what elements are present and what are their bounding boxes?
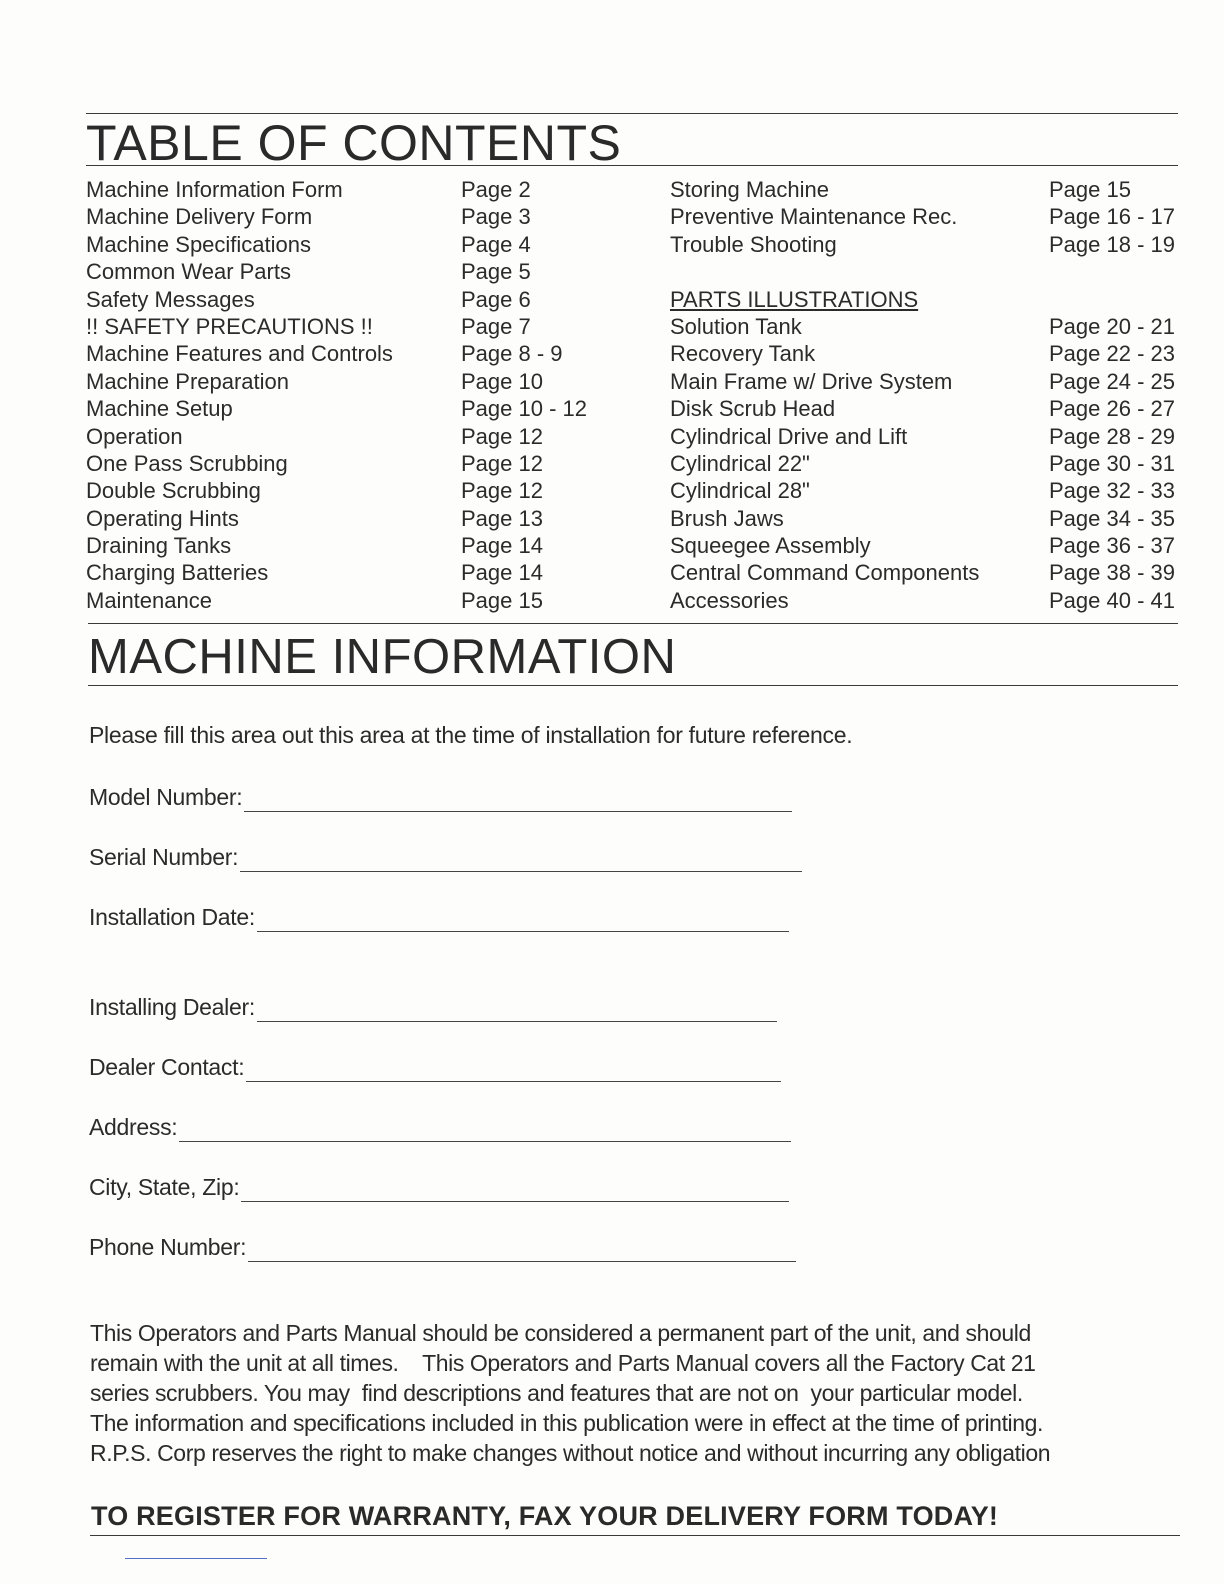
- city-state-zip-label: City, State, Zip:: [89, 1174, 240, 1200]
- toc-entry-page: Page 10: [461, 368, 543, 394]
- installation-date-field[interactable]: [89, 898, 789, 932]
- manual-disclaimer: [90, 1318, 1170, 1468]
- toc-entry-page: Page 15: [461, 587, 543, 613]
- toc-entry-page: Page 14: [461, 560, 543, 586]
- warranty-notice: TO REGISTER FOR WARRANTY, FAX YOUR DELIVERY FORM TODAY!: [91, 1501, 999, 1531]
- toc-entry[interactable]: [86, 395, 587, 422]
- dealer-contact-label: Dealer Contact:: [89, 1054, 245, 1080]
- toc-entry[interactable]: [670, 532, 1175, 559]
- disclaimer-line: remain with the unit at all times. This Operators and Parts Manual covers all the Factory Cat 21: [90, 1350, 1036, 1376]
- toc-entry-label: Cylindrical 22": [670, 450, 810, 476]
- toc-entry[interactable]: [86, 450, 587, 477]
- toc-entry-page: Page 18 - 19: [1049, 231, 1175, 257]
- toc-entry-page: Page 40 - 41: [1049, 587, 1175, 613]
- toc-entry[interactable]: [86, 423, 587, 450]
- city-state-zip-field[interactable]: [89, 1168, 789, 1202]
- machine-info-intro: Please fill this area out this area at the time of installation for future reference.: [89, 722, 853, 748]
- toc-entry-page: Page 5: [461, 259, 531, 285]
- toc-entry-label: Squeegee Assembly: [670, 533, 871, 559]
- toc-entry[interactable]: [86, 587, 587, 614]
- toc-entry-label: Double Scrubbing: [86, 478, 261, 504]
- serial-number-field[interactable]: [89, 838, 802, 872]
- toc-entry-page: Page 4: [461, 231, 531, 257]
- toc-entry[interactable]: [86, 505, 587, 532]
- toc-entry-label: Accessories: [670, 587, 789, 613]
- address-input-line[interactable]: [179, 1119, 791, 1142]
- toc-entry-page: Page 36 - 37: [1049, 533, 1175, 559]
- toc-entry-label: Machine Specifications: [86, 231, 312, 257]
- machine-information-title: MACHINE INFORMATION: [88, 630, 677, 684]
- toc-entry-page: Page 3: [461, 204, 531, 230]
- toc-entry[interactable]: [86, 258, 587, 285]
- toc-entry[interactable]: [670, 450, 1175, 477]
- toc-entry-label: Cylindrical Drive and Lift: [670, 423, 908, 449]
- toc-entry-page: Page 12: [461, 450, 543, 476]
- toc-entry-label: One Pass Scrubbing: [86, 450, 288, 476]
- toc-entry[interactable]: [86, 231, 587, 258]
- toc-entry-label: !! SAFETY PRECAUTIONS !!: [86, 313, 373, 339]
- phone-number-label: Phone Number:: [89, 1234, 247, 1260]
- toc-entry-page: Page 32 - 33: [1049, 478, 1175, 504]
- toc-entry-label: Machine Features and Controls: [86, 341, 393, 367]
- toc-entry[interactable]: [670, 340, 1175, 367]
- toc-entry[interactable]: [670, 587, 1175, 614]
- toc-entry-label: Safety Messages: [86, 286, 255, 312]
- toc-entry-page: Page 10 - 12: [461, 396, 587, 422]
- toc-entry-label: Charging Batteries: [86, 560, 269, 586]
- toc-entry-label: Storing Machine: [670, 177, 829, 202]
- toc-entry-page: Page 12: [461, 423, 543, 449]
- phone-number-field[interactable]: [89, 1228, 796, 1262]
- toc-entry-label: Disk Scrub Head: [670, 396, 836, 422]
- toc-entry[interactable]: [86, 340, 587, 367]
- toc-spacer: [670, 258, 1175, 285]
- toc-entry-label: Maintenance: [86, 587, 212, 613]
- toc-top-rule: [86, 113, 1178, 114]
- toc-entry-page: Page 12: [461, 478, 543, 504]
- installing-dealer-input-line[interactable]: [257, 999, 777, 1022]
- toc-entry-page: Page 13: [461, 505, 543, 531]
- toc-entry-label: Common Wear Parts: [86, 259, 291, 285]
- disclaimer-line: R.P.S. Corp reserves the right to make changes without notice and without incurring any obligation: [90, 1440, 1051, 1466]
- dealer-contact-field[interactable]: [89, 1048, 781, 1082]
- toc-entry[interactable]: [670, 477, 1175, 504]
- toc-entry[interactable]: [86, 203, 587, 230]
- toc-entry-page: Page 15: [1049, 177, 1131, 202]
- toc-entry-page: Page 20 - 21: [1049, 313, 1175, 339]
- parts-illustrations-heading: [670, 286, 1175, 313]
- toc-entry[interactable]: [86, 559, 587, 586]
- toc-entry[interactable]: [86, 368, 587, 395]
- toc-entry-label: Brush Jaws: [670, 505, 784, 531]
- toc-entry-page: Page 6: [461, 286, 531, 312]
- toc-entry-page: Page 8 - 9: [461, 341, 563, 367]
- toc-entry-page: Page 22 - 23: [1049, 341, 1175, 367]
- toc-entry[interactable]: [86, 477, 587, 504]
- toc-entry-page: Page 2: [461, 177, 531, 202]
- warranty-rule: [90, 1535, 1180, 1536]
- toc-entry-page: Page 7: [461, 313, 531, 339]
- installation-date-label: Installation Date:: [89, 904, 255, 930]
- disclaimer-line: series scrubbers. You may find descriptions and features that are not on your particular model.: [90, 1380, 1023, 1406]
- toc-title: TABLE OF CONTENTS: [86, 115, 622, 171]
- machine-info-title-rule: [88, 685, 1178, 686]
- installation-date-input-line[interactable]: [257, 909, 789, 932]
- toc-entry[interactable]: [670, 313, 1175, 340]
- toc-bottom-rule: [88, 623, 1178, 624]
- toc-entry[interactable]: [86, 532, 587, 559]
- installing-dealer-field[interactable]: [89, 988, 777, 1022]
- toc-entry-label: Machine Delivery Form: [86, 204, 313, 230]
- disclaimer-line: This Operators and Parts Manual should be considered a permanent part of the unit, and should: [90, 1320, 1031, 1346]
- toc-entry-page: Page 16 - 17: [1049, 204, 1175, 230]
- toc-entry-label: Machine Information Form: [86, 177, 343, 202]
- city-state-zip-input-line[interactable]: [241, 1179, 789, 1202]
- toc-entry-label: Recovery Tank: [670, 341, 816, 367]
- toc-entry-label: Preventive Maintenance Rec.: [670, 204, 958, 230]
- model-number-input-line[interactable]: [244, 789, 792, 812]
- toc-entry-page: Page 28 - 29: [1049, 423, 1175, 449]
- toc-entry-label: Machine Preparation: [86, 368, 290, 394]
- toc-entry[interactable]: [86, 286, 587, 313]
- phone-number-input-line[interactable]: [248, 1239, 796, 1262]
- toc-entry-page: Page 14: [461, 533, 543, 559]
- toc-entry[interactable]: [670, 176, 1175, 203]
- dealer-contact-input-line[interactable]: [246, 1059, 781, 1082]
- toc-entry[interactable]: [670, 505, 1175, 532]
- toc-left-column: [86, 176, 587, 614]
- address-label: Address:: [89, 1114, 178, 1140]
- toc-entry-label: Main Frame w/ Drive System: [670, 368, 953, 394]
- toc-entry-label: Solution Tank: [670, 313, 802, 339]
- toc-entry[interactable]: [86, 176, 587, 203]
- toc-entry[interactable]: [670, 231, 1175, 258]
- serial-number-input-line[interactable]: [240, 849, 802, 872]
- toc-entry[interactable]: [670, 395, 1175, 422]
- toc-entry[interactable]: [670, 423, 1175, 450]
- toc-entry-page: Page 26 - 27: [1049, 396, 1175, 422]
- toc-entry[interactable]: [670, 368, 1175, 395]
- toc-entry-label: Machine Setup: [86, 396, 233, 422]
- toc-entry-label: Draining Tanks: [86, 533, 232, 559]
- toc-entry-page: Page 34 - 35: [1049, 505, 1175, 531]
- toc-title-rule: [86, 165, 1178, 166]
- toc-right-column: [670, 176, 1175, 614]
- toc-entry[interactable]: [86, 313, 587, 340]
- toc-entry-page: Page 38 - 39: [1049, 560, 1175, 586]
- toc-entry-label: Central Command Components: [670, 560, 980, 586]
- model-number-label: Model Number:: [89, 784, 243, 810]
- toc-entry-label: Operation: [86, 423, 183, 449]
- toc-entry-page: Page 24 - 25: [1049, 368, 1175, 394]
- parts-heading-label: PARTS ILLUSTRATIONS: [670, 286, 919, 312]
- toc-entry[interactable]: [670, 203, 1175, 230]
- bottom-stub-rule: [125, 1558, 267, 1559]
- toc-entry-label: Trouble Shooting: [670, 231, 837, 257]
- disclaimer-line: The information and specifications included in this publication were in effect at the time of printing.: [90, 1410, 1044, 1436]
- serial-number-label: Serial Number:: [89, 844, 239, 870]
- toc-entry[interactable]: [670, 559, 1175, 586]
- address-field[interactable]: [89, 1108, 791, 1142]
- toc-entry-label: Operating Hints: [86, 505, 239, 531]
- toc-entry-page: Page 30 - 31: [1049, 450, 1175, 476]
- model-number-field[interactable]: [89, 778, 792, 812]
- installing-dealer-label: Installing Dealer:: [89, 994, 255, 1020]
- toc-entry-label: Cylindrical 28": [670, 478, 810, 504]
